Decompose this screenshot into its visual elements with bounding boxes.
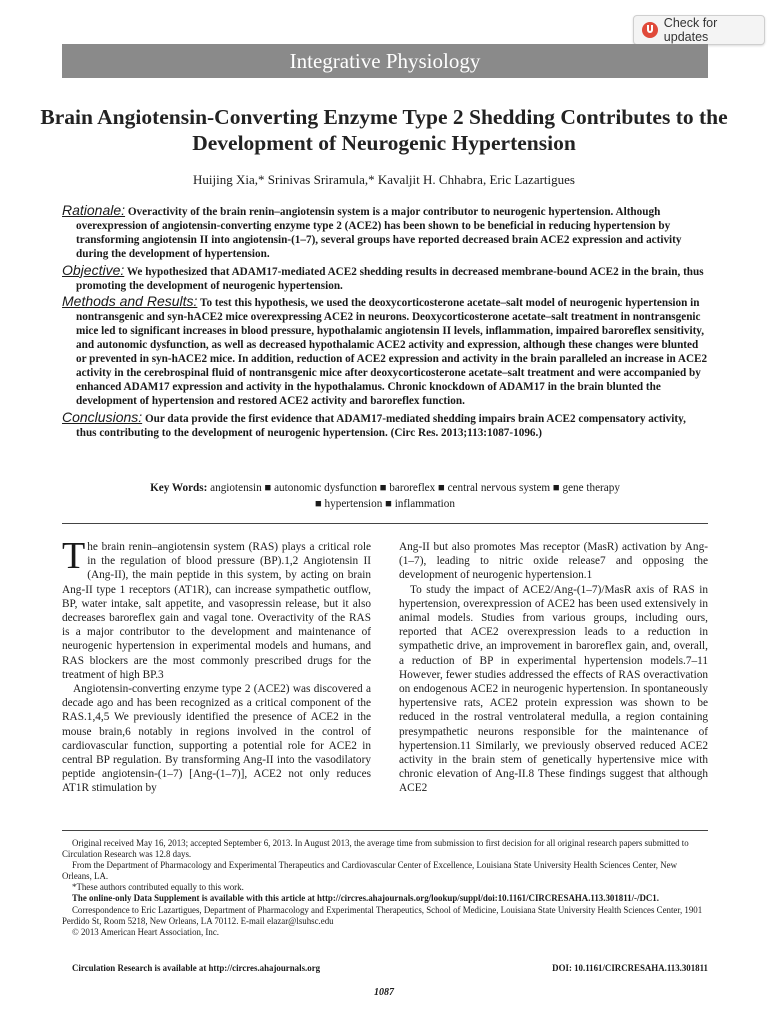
body-paragraph: Angiotensin-converting enzyme type 2 (ACE2) was discovered a decade ago and has been recognized as a critical component of the RAS.1,4,5 We previously identified the presence of ACE2 in the mouse brain,6 notably in regions involved in the control of cardiovascular function, supporting a potential role for ACE2 in central BP regulation. By transforming Ang-II into the vasodilatory peptide angiotensin-(1–7) [Ang-(1–7)], ACE2 not only reduces AT1R stimulation by — [62, 683, 371, 795]
body-column-right — [399, 540, 708, 796]
keywords — [62, 480, 708, 512]
author-list: Huijing Xia,* Srinivas Sriramula,* Kavaljit H. Chhabra, Eric Lazartigues — [193, 172, 575, 187]
journal-url: Circulation Research is available at http://circres.ahajournals.org — [72, 963, 321, 973]
methods-heading: Methods and Results: — [62, 293, 198, 310]
footnotes — [62, 838, 708, 938]
keywords-line-2: ■ hypertension ■ inflammation — [315, 498, 455, 510]
objective-heading: Objective: — [62, 261, 125, 278]
footnote-correspondence: Correspondence to Eric Lazartigues, Department of Pharmacology and Experimental Therapeutics, School of Medicine, Louisiana State University Health Sciences Center, 1901 Perdido St, Room 5218, New Orleans, LA 70112. E-mail elazar@lsuhsc.edu — [62, 904, 703, 926]
footnote-divider — [62, 830, 708, 831]
page-number: 1087 — [374, 987, 394, 998]
check-for-updates-label: Check for updates — [663, 16, 718, 44]
conclusions-heading: Conclusions: — [62, 408, 143, 425]
footnote-affiliation: From the Department of Pharmacology and Experimental Therapeutics and Cardiovascular Center of Excellence, Louisiana State University Health Sciences Center, New Orleans, LA. — [62, 860, 677, 882]
abstract-objective — [62, 261, 708, 294]
conclusions-text: Our data provide the first evidence that ADAM17-mediated shedding impairs brain ACE2 compensatory activity, thus contributing to the development of neurogenic hypertension. — [76, 412, 686, 439]
abstract-rationale — [62, 204, 708, 262]
footnote-data-supplement: The online-only Data Supplement is available with this article at http://circres.ahajournals.org/lookup/suppl/doi:10.1161/CIRCRESAHA.113.301811/-/DC1. — [72, 893, 659, 904]
body-paragraph: Ang-II but also promotes Mas receptor (MasR) activation by Ang-(1–7), leading to nitric oxide release7 and opposing the development of neurogenic hypertension.1 — [399, 541, 708, 582]
check-for-updates-badge[interactable] — [633, 15, 765, 45]
body-paragraph: To study the impact of ACE2/Ang-(1–7)/MasR axis of RAS in hypertension, overexpression of ACE2 has been used extensively in animal models. Studies from various groups, including ours, reported that ACE2 overexpression leads to a reduction in sympathetic drive, an improvement in baroreflex gain, and, overall, a reduction of BP in experimental hypertension models.7–11 However, fewer studies addressed the effects of RAS overactivation on endogenous ACE2 in neurogenic hypertension. In spontaneously hypertensive rats, ACE2 protein expression was shown to be reduced in the rostral ventrolateral medulla, a region containing presympathetic neurons responsible for the maintenance of hypertension.11 Similarly, we previously observed reduced ACE2 activity in the brain stem of genetically hypertensive mice with chronic elevation of Ang-II.8 These findings suggest that although ACE2 — [399, 583, 708, 795]
article-title: Brain Angiotensin-Converting Enzyme Type 2 Shedding Contributes to the Development of Neurogenic Hypertension — [40, 105, 728, 155]
abstract — [62, 204, 708, 443]
footnote-received: Original received May 16, 2013; accepted September 6, 2013. In August 2013, the average time from submission to first decision for all original research papers submitted to Circulation Research was 12.8 days. — [62, 838, 689, 860]
update-icon — [642, 22, 658, 38]
rationale-heading: Rationale: — [62, 202, 126, 218]
methods-text: To test this hypothesis, we used the deoxycorticosterone acetate–salt model of neurogenic hypertension in nontransgenic and syn-hACE2 mice overexpressing ACE2 in neurons. Deoxycorticosterone acetate–salt treatment in nontransgenic mice led to significant increases in blood pressure, hypothalamic angiotensin II levels, inflammation, impaired baroreflex sensitivity, and autonomic dysfunction, as well as decreased hypothalamic ACE2 activity and expression, although these changes were blunted or prevented in syn-hACE2 mice. In addition, reduction of ACE2 expression and activity in the brain paralleled an increase in ACE2 activity in the cerebrospinal fluid of nontransgenic mice after deoxycorticosterone acetate–salt treatment and were accompanied by enhanced ADAM17 expression and activity in the hypothalamus. Chronic knockdown of ADAM17 in the brain blunted the development of hypertension and restored ACE2 activity and baroreflex function. — [76, 297, 708, 407]
divider — [62, 523, 708, 524]
body-column-left — [62, 535, 371, 796]
footnote-equal-contribution: *These authors contributed equally to this work. — [72, 882, 244, 893]
section-header: Integrative Physiology — [62, 44, 708, 78]
citation: (Circ Res. 2013;113:1087-1096.) — [390, 426, 543, 439]
abstract-conclusions — [62, 408, 708, 441]
abstract-methods — [62, 295, 708, 408]
doi: DOI: 10.1161/CIRCRESAHA.113.301811 — [552, 963, 708, 973]
drop-cap: T — [62, 535, 86, 577]
objective-text: We hypothesized that ADAM17-mediated ACE2 shedding results in decreased membrane-bound ACE2 in the brain, thus promoting the development of neurogenic hypertension. — [76, 265, 704, 292]
keywords-label: Key Words: — [150, 482, 208, 494]
keywords-line-1: angiotensin ■ autonomic dysfunction ■ baroreflex ■ central nervous system ■ gene therapy — [210, 482, 620, 494]
footnote-copyright: © 2013 American Heart Association, Inc. — [72, 926, 219, 937]
body-paragraph: The brain renin–angiotensin system (RAS) plays a critical role in the regulation of blood pressure (BP).1,2 Angiotensin II (Ang-II), the main peptide in this system, by acting on brain Ang-II type 1 receptors (AT1R), can increase sympathetic outflow, BP, water intake, salt appetite, and vasopressin release, but it also decreases baroreflex gain and vagal tone. Overactivity of the RAS is a major contributor to the development and maintenance of neurogenic hypertension in experimental models and humans, and RAS blockers are the most commonly prescribed drugs for the treatment of high BP.3 — [62, 535, 371, 681]
rationale-text: Overactivity of the brain renin–angiotensin system is a major contributor to neurogenic hypertension. Although overexpression of angiotensin-converting enzyme type 2 (ACE2) has been shown to be beneficial in reducing hypertension by transforming angiotensin II into angiotensin-(1–7), several groups have reported decreased brain ACE2 expression and activity during the development of hypertension. — [76, 206, 682, 260]
